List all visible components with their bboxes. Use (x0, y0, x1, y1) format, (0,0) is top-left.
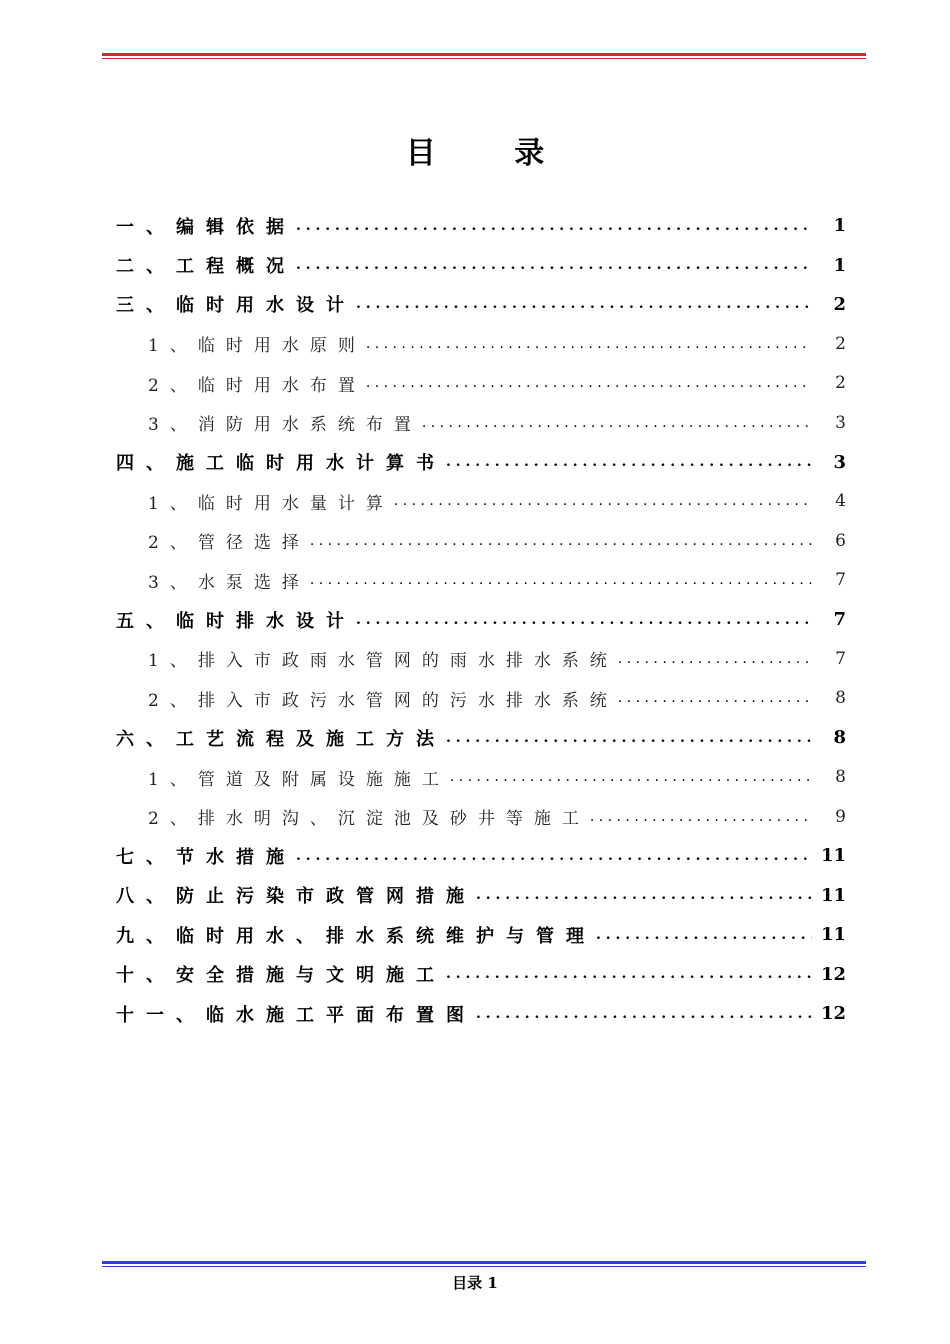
dot-leader (450, 769, 812, 785)
toc-page-number: 1 (833, 215, 846, 237)
header-rule (102, 53, 866, 59)
toc-subentry[interactable] (116, 521, 846, 560)
dot-leader (310, 533, 812, 549)
dot-leader (590, 809, 812, 825)
toc-entry[interactable] (116, 836, 846, 875)
toc-entry-text: 1、管道及附属设施施工 (148, 769, 450, 790)
toc-entry[interactable] (116, 600, 846, 639)
toc-entry-text: 八、防止污染市政管网措施 (116, 886, 476, 908)
dot-leader (618, 690, 812, 706)
toc-entry-text: 十、安全措施与文明施工 (116, 965, 446, 987)
page-title: 目 录 (405, 136, 579, 171)
dot-leader (446, 966, 812, 982)
toc-page-number: 11 (820, 924, 846, 946)
toc-entry-text: 六、工艺流程及施工方法 (116, 728, 446, 750)
toc-entry-text: 一、编辑依据 (116, 216, 296, 238)
toc-entry-text: 七、节水措施 (116, 846, 296, 868)
dot-leader (366, 375, 812, 391)
dot-leader (596, 927, 812, 943)
toc-entry[interactable] (116, 994, 846, 1033)
toc-entry-text: 2、排水明沟、沉淀池及砂井等施工 (148, 809, 590, 830)
footer-rule (102, 1261, 866, 1267)
toc-page-number: 9 (835, 806, 846, 827)
toc-page-number: 2 (835, 333, 846, 354)
toc-entry[interactable] (116, 245, 846, 284)
toc-entry-text: 2、排入市政污水管网的污水排水系统 (148, 690, 618, 711)
toc-page-number: 3 (835, 412, 846, 433)
dot-leader (296, 218, 812, 234)
toc-entry-text: 1、临时用水量计算 (148, 493, 394, 514)
dot-leader (296, 848, 812, 864)
dot-leader (394, 493, 812, 509)
toc-entry-text: 1、临时用水原则 (148, 336, 366, 357)
toc-page-number: 11 (820, 845, 846, 867)
toc-entry-text: 3、消防用水系统布置 (148, 415, 422, 436)
toc-entry-text: 2、临时用水布置 (148, 375, 366, 396)
toc-entry[interactable] (116, 915, 846, 954)
toc-subentry[interactable] (116, 324, 846, 363)
toc-entry-text: 十一、临水施工平面布置图 (116, 1004, 476, 1026)
dot-leader (476, 1006, 812, 1022)
toc-page-number: 7 (833, 609, 846, 631)
toc-page-number: 1 (833, 254, 846, 276)
page-footer: 目录 1 (452, 1274, 498, 1292)
toc-page-number: 3 (833, 451, 846, 473)
toc-entry[interactable] (116, 876, 846, 915)
toc-entry-text: 五、临时排水设计 (116, 610, 356, 632)
toc-page-number: 7 (835, 648, 846, 669)
toc-entry[interactable] (116, 954, 846, 993)
toc-subentry[interactable] (116, 561, 846, 600)
toc-page-number: 11 (820, 884, 846, 906)
dot-leader (422, 415, 812, 431)
dot-leader (296, 257, 812, 273)
toc-subentry[interactable] (116, 482, 846, 521)
toc-subentry[interactable] (116, 403, 846, 442)
toc-page-number: 8 (835, 767, 846, 788)
dot-leader (310, 572, 812, 588)
toc-page-number: 12 (820, 1003, 846, 1024)
dot-leader (356, 612, 812, 628)
dot-leader (476, 887, 812, 903)
toc-subentry[interactable] (116, 679, 846, 718)
toc-page-number: 7 (835, 570, 846, 591)
toc-subentry[interactable] (116, 364, 846, 403)
toc-entry-text: 四、施工临时用水计算书 (116, 453, 446, 475)
dot-leader (618, 651, 812, 667)
toc-page-number: 4 (835, 491, 846, 512)
toc-entry-text: 1、排入市政雨水管网的雨水排水系统 (148, 651, 618, 672)
dot-leader (356, 296, 812, 312)
toc-entry-text: 三、临时用水设计 (116, 295, 356, 317)
toc-entry-text: 3、水泵选择 (148, 572, 310, 593)
toc-page-number: 6 (835, 530, 846, 551)
toc-entry-text: 九、临时用水、排水系统维护与管理 (116, 925, 596, 947)
toc-entry[interactable] (116, 206, 846, 245)
dot-leader (446, 454, 812, 470)
toc-subentry[interactable] (116, 639, 846, 678)
dot-leader (446, 730, 812, 746)
toc-page-number: 8 (835, 688, 846, 709)
toc-entry[interactable] (116, 285, 846, 324)
toc-page-number: 2 (833, 293, 846, 315)
toc-page-number: 2 (835, 373, 846, 394)
toc-entry[interactable] (116, 442, 846, 481)
table-of-contents (116, 206, 846, 1033)
dot-leader (366, 336, 812, 352)
toc-page-number: 8 (833, 727, 846, 749)
toc-entry-text: 2、管径选择 (148, 533, 310, 554)
toc-subentry[interactable] (116, 757, 846, 796)
toc-page-number: 12 (820, 963, 846, 985)
toc-subentry[interactable] (116, 797, 846, 836)
toc-entry[interactable] (116, 718, 846, 757)
toc-entry-text: 二、工程概况 (116, 256, 296, 278)
